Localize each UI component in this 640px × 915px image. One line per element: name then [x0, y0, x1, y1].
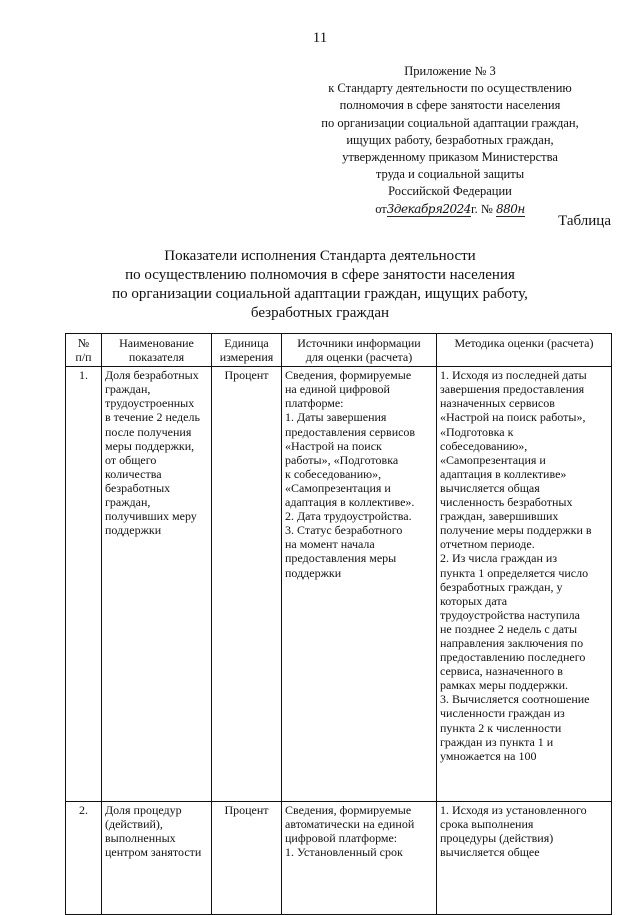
signature-line	[300, 201, 600, 218]
appendix-line: труда и социальной защиты	[375, 167, 525, 182]
indicator-name: Доля безработных граждан, трудоустроенных в течение 2 недель после получения меры поддержки, от общего количества безработных граждан, получивших меру поддержки	[102, 367, 212, 802]
sign-number-label: №	[480, 201, 493, 216]
appendix-line: по организации социальной адаптации граждан,	[321, 115, 579, 130]
header-num: № п/п	[66, 334, 102, 367]
title-line: по осуществлению полномочия в сфере занятости населения	[125, 267, 515, 283]
appendix-line: утвержденному приказом Министерства	[342, 150, 558, 165]
unit-cell: Процент	[212, 802, 282, 915]
method-cell: 1. Исходя из последней даты завершения предоставления назначенных сервисов «Настрой на поиск работы», «Подготовка к собеседованию», «Самопрезентация и адаптация в коллективе» вычисляется общая численность безработных граждан, завершивших получение меры поддержки в отчетном периоде. 2. Из числа граждан из пункта 1 определяется число безработных граждан, у которых дата трудоустройства наступила не позднее 2 недель с даты направления заключения по предоставлению последнего сервиса, назначенного в рамках меры поддержки. 3. Вычисляется соотношение численности граждан из пункта 2 к численности граждан из пункта 1 и умножается на 100	[437, 367, 612, 802]
title-line: безработных граждан	[250, 305, 390, 321]
table-header-row	[66, 334, 612, 367]
appendix-line: к Стандарту деятельности по осуществлению	[328, 81, 572, 96]
appendix-line: Приложение № 3	[404, 64, 496, 78]
title-line: Показатели исполнения Стандарта деятельности	[164, 248, 476, 264]
indicator-name: Доля процедур (действий), выполненных центром занятости	[102, 802, 212, 915]
row-number: 2.	[66, 802, 102, 915]
header-method: Методика оценки (расчета)	[437, 334, 612, 367]
row-number: 1.	[66, 367, 102, 802]
header-sources: Источники информации для оценки (расчета)	[282, 334, 437, 367]
table-row	[66, 367, 612, 802]
table-row	[66, 802, 612, 915]
appendix-line: ищущих работу, безработных граждан,	[346, 132, 554, 147]
appendix-line: Российской Федерации	[388, 184, 512, 199]
table-label: Таблица	[558, 213, 611, 229]
page-number: 11	[312, 30, 328, 46]
appendix-block	[300, 63, 600, 218]
method-cell: 1. Исходя из установленного срока выполнения процедуры (действия) вычисляется общее	[437, 802, 612, 915]
sources-cell: Сведения, формируемые автоматически на единой цифровой платформе: 1. Установленный срок	[282, 802, 437, 915]
document-title	[0, 247, 640, 323]
header-name: Наименование показателя	[102, 334, 212, 367]
header-unit: Единица измерения	[212, 334, 282, 367]
sign-prefix: от	[375, 201, 387, 216]
handwritten-number: 880н	[495, 201, 525, 216]
sources-cell: Сведения, формируемые на единой цифровой платформе: 1. Даты завершения предоставления сервисов «Настрой на поиск работы», «Подготовка к собеседованию», «Самопрезентация и адаптация в коллективе». 2. Дата трудоустройства. 3. Статус безработного на момент начала предоставления меры поддержки	[282, 367, 437, 802]
indicators-table	[65, 333, 612, 915]
sign-year-suffix: г.	[470, 201, 478, 216]
title-line: по организации социальной адаптации граждан, ищущих работу,	[112, 286, 528, 302]
unit-cell: Процент	[212, 367, 282, 802]
appendix-line: полномочия в сфере занятости населения	[339, 98, 561, 113]
handwritten-date: 3декабря2024	[386, 201, 471, 216]
